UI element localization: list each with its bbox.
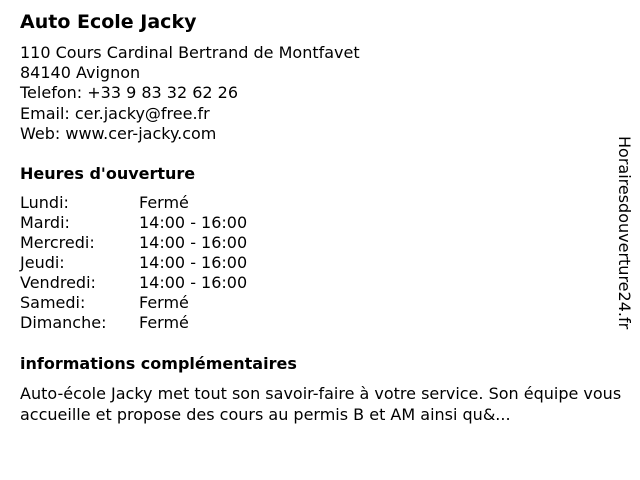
web-line: Web: www.cer-jacky.com [20,123,217,143]
site-watermark [612,136,636,352]
address-city: 84140 Avignon [20,63,141,83]
time-value: Fermé [139,293,189,312]
time-value: Fermé [139,193,189,212]
day-label: Mardi: [20,213,70,232]
hours-row-sunday [20,313,280,333]
watermark-text: Horairesdouverture24.fr [615,136,634,330]
info-description: Auto-école Jacky met tout son savoir-faire à votre service. Son équipe vous accueille et propose des cours au permis B et AM ainsi qu&... [20,384,622,424]
info-heading: informations complémentaires [20,354,297,373]
phone-line: Telefon: +33 9 83 32 62 26 [20,83,239,103]
contact-block [20,43,360,144]
time-value: Fermé [139,313,189,332]
hours-row-wednesday [20,233,280,253]
time-value: 14:00 - 16:00 [139,273,248,292]
hours-heading: Heures d'ouverture [20,164,196,183]
email-line: Email: cer.jacky@free.fr [20,103,210,123]
time-value: 14:00 - 16:00 [139,213,248,232]
day-label: Lundi: [20,193,69,212]
day-label: Dimanche: [20,313,107,332]
business-name: Auto Ecole Jacky [20,11,197,33]
hours-row-saturday [20,293,280,313]
day-label: Mercredi: [20,233,95,252]
hours-row-tuesday [20,213,280,233]
day-label: Jeudi: [20,253,65,272]
time-value: 14:00 - 16:00 [139,233,248,252]
day-label: Samedi: [20,293,86,312]
opening-hours-table [20,193,280,333]
hours-row-friday [20,273,280,293]
hours-row-monday [20,193,280,213]
time-value: 14:00 - 16:00 [139,253,248,272]
day-label: Vendredi: [20,273,96,292]
address-street: 110 Cours Cardinal Bertrand de Montfavet [20,43,360,62]
hours-row-thursday [20,253,280,273]
